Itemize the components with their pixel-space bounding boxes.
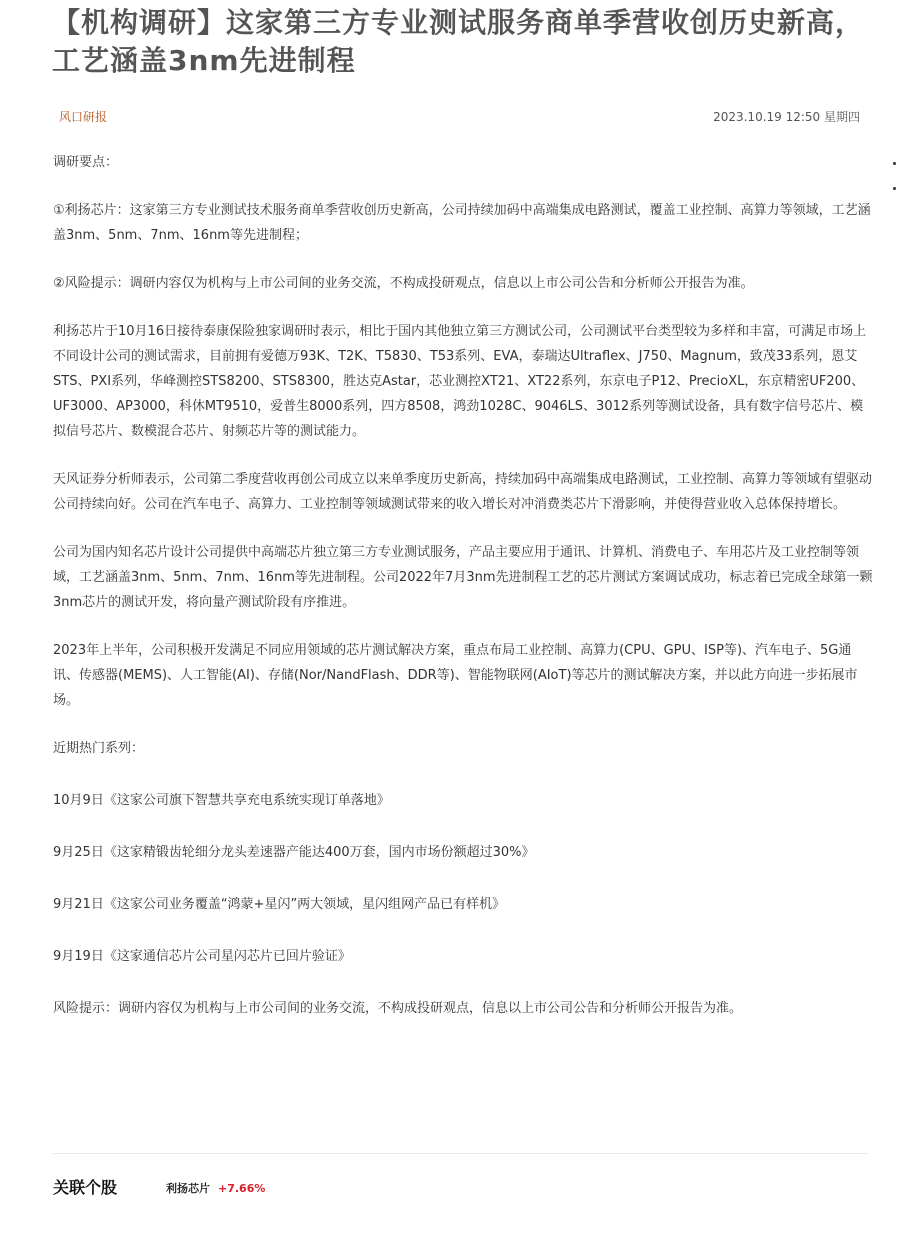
article-body [53, 150, 873, 1044]
stock-change: +7.66% [218, 1182, 266, 1195]
article-source[interactable]: 风口研报 [59, 110, 108, 124]
related-stock-item[interactable] [166, 1181, 265, 1197]
related-stocks-title: 关联个股 [53, 1178, 118, 1197]
paragraph-hot-series-heading: 近期热门系列： [53, 741, 145, 756]
hot-series-link[interactable]: 9月19日《这家通信芯片公司星闪芯片已回片验证》 [53, 949, 351, 964]
side-dot-decoration [893, 162, 896, 165]
stock-name: 利扬芯片 [166, 1182, 210, 1195]
paragraph-research-detail: 利扬芯片于10月16日接待泰康保险独家调研时表示，相比于国内其他独立第三方测试公司，公司测试平台类型较为多样和丰富，可满足市场上不同设计公司的测试需求，目前拥有爱德万93K、T2K、T5830、T53系列、EVA，泰瑞达Ultraflex、J750、Magnum，致茂33系列，恩艾STS、PXI系列，华峰测控STS8200、STS8300，胜达克Astar，芯业测控XT21、XT22系列，东京电子P12、PrecioXL，东京精密UF200、UF3000、AP3000，科休MT9510，爱普生8000系列，四方8508，鸿劲1028C、9046LS、3012系列等测试设备，具有数字信号芯片、模拟信号芯片、数模混合芯片、射频芯片等的测试能力。 [53, 324, 867, 439]
paragraph-risk-disclaimer: 风险提示：调研内容仅为机构与上市公司间的业务交流，不构成投研观点，信息以上市公司公告和分析师公开报告为准。 [53, 1001, 743, 1016]
article-title: 【机构调研】这家第三方专业测试服务商单季营收创历史新高，工艺涵盖3nm先进制程 [52, 6, 865, 77]
side-dot-decoration [893, 187, 896, 190]
article-meta [59, 108, 860, 124]
hot-series-link[interactable]: 10月9日《这家公司旗下智慧共享充电系统实现订单落地》 [53, 793, 390, 808]
publish-datetime: 2023.10.19 12:50 星期四 [713, 110, 860, 124]
paragraph-key-points-heading: 调研要点： [53, 155, 119, 170]
paragraph-key-point-2: ②风险提示：调研内容仅为机构与上市公司间的业务交流，不构成投研观点，信息以上市公司公告和分析师公开报告为准。 [53, 276, 754, 291]
hot-series-link[interactable]: 9月21日《这家公司业务覆盖“鸿蒙+星闪”两大领域，星闪组网产品已有样机》 [53, 897, 506, 912]
section-divider [53, 1153, 868, 1154]
paragraph-key-point-1: ①利扬芯片：这家第三方专业测试技术服务商单季营收创历史新高，公司持续加码中高端集成电路测试，覆盖工业控制、高算力等领域，工艺涵盖3nm、5nm、7nm、16nm等先进制程； [53, 203, 871, 243]
hot-series-link[interactable]: 9月25日《这家精锻齿轮细分龙头差速器产能达400万套，国内市场份额超过30%》 [53, 845, 535, 860]
paragraph-company-business: 公司为国内知名芯片设计公司提供中高端芯片独立第三方专业测试服务，产品主要应用于通讯、计算机、消费电子、车用芯片及工业控制等领域，工艺涵盖3nm、5nm、7nm、16nm等先进制程。公司2022年7月3nm先进制程工艺的芯片测试方案调试成功，标志着已完成全球第一颗3nm芯片的测试开发，将向量产测试阶段有序推进。 [53, 545, 873, 610]
paragraph-h1-progress: 2023年上半年，公司积极开发满足不同应用领域的芯片测试解决方案，重点布局工业控制、高算力(CPU、GPU、ISP等)、汽车电子、5G通讯、传感器(MEMS)、人工智能(AI)、存储(Nor/NandFlash、DDR等)、智能物联网(AIoT)等芯片的测试解决方案，并以此方向进一步拓展市场。 [53, 643, 858, 708]
paragraph-analyst-view: 天风证券分析师表示，公司第二季度营收再创公司成立以来单季度历史新高，持续加码中高端集成电路测试，工业控制、高算力等领域有望驱动公司持续向好。公司在汽车电子、高算力、工业控制等领域测试带来的收入增长对冲消费类芯片下滑影响，并使得营业收入总体保持增长。 [53, 472, 873, 512]
